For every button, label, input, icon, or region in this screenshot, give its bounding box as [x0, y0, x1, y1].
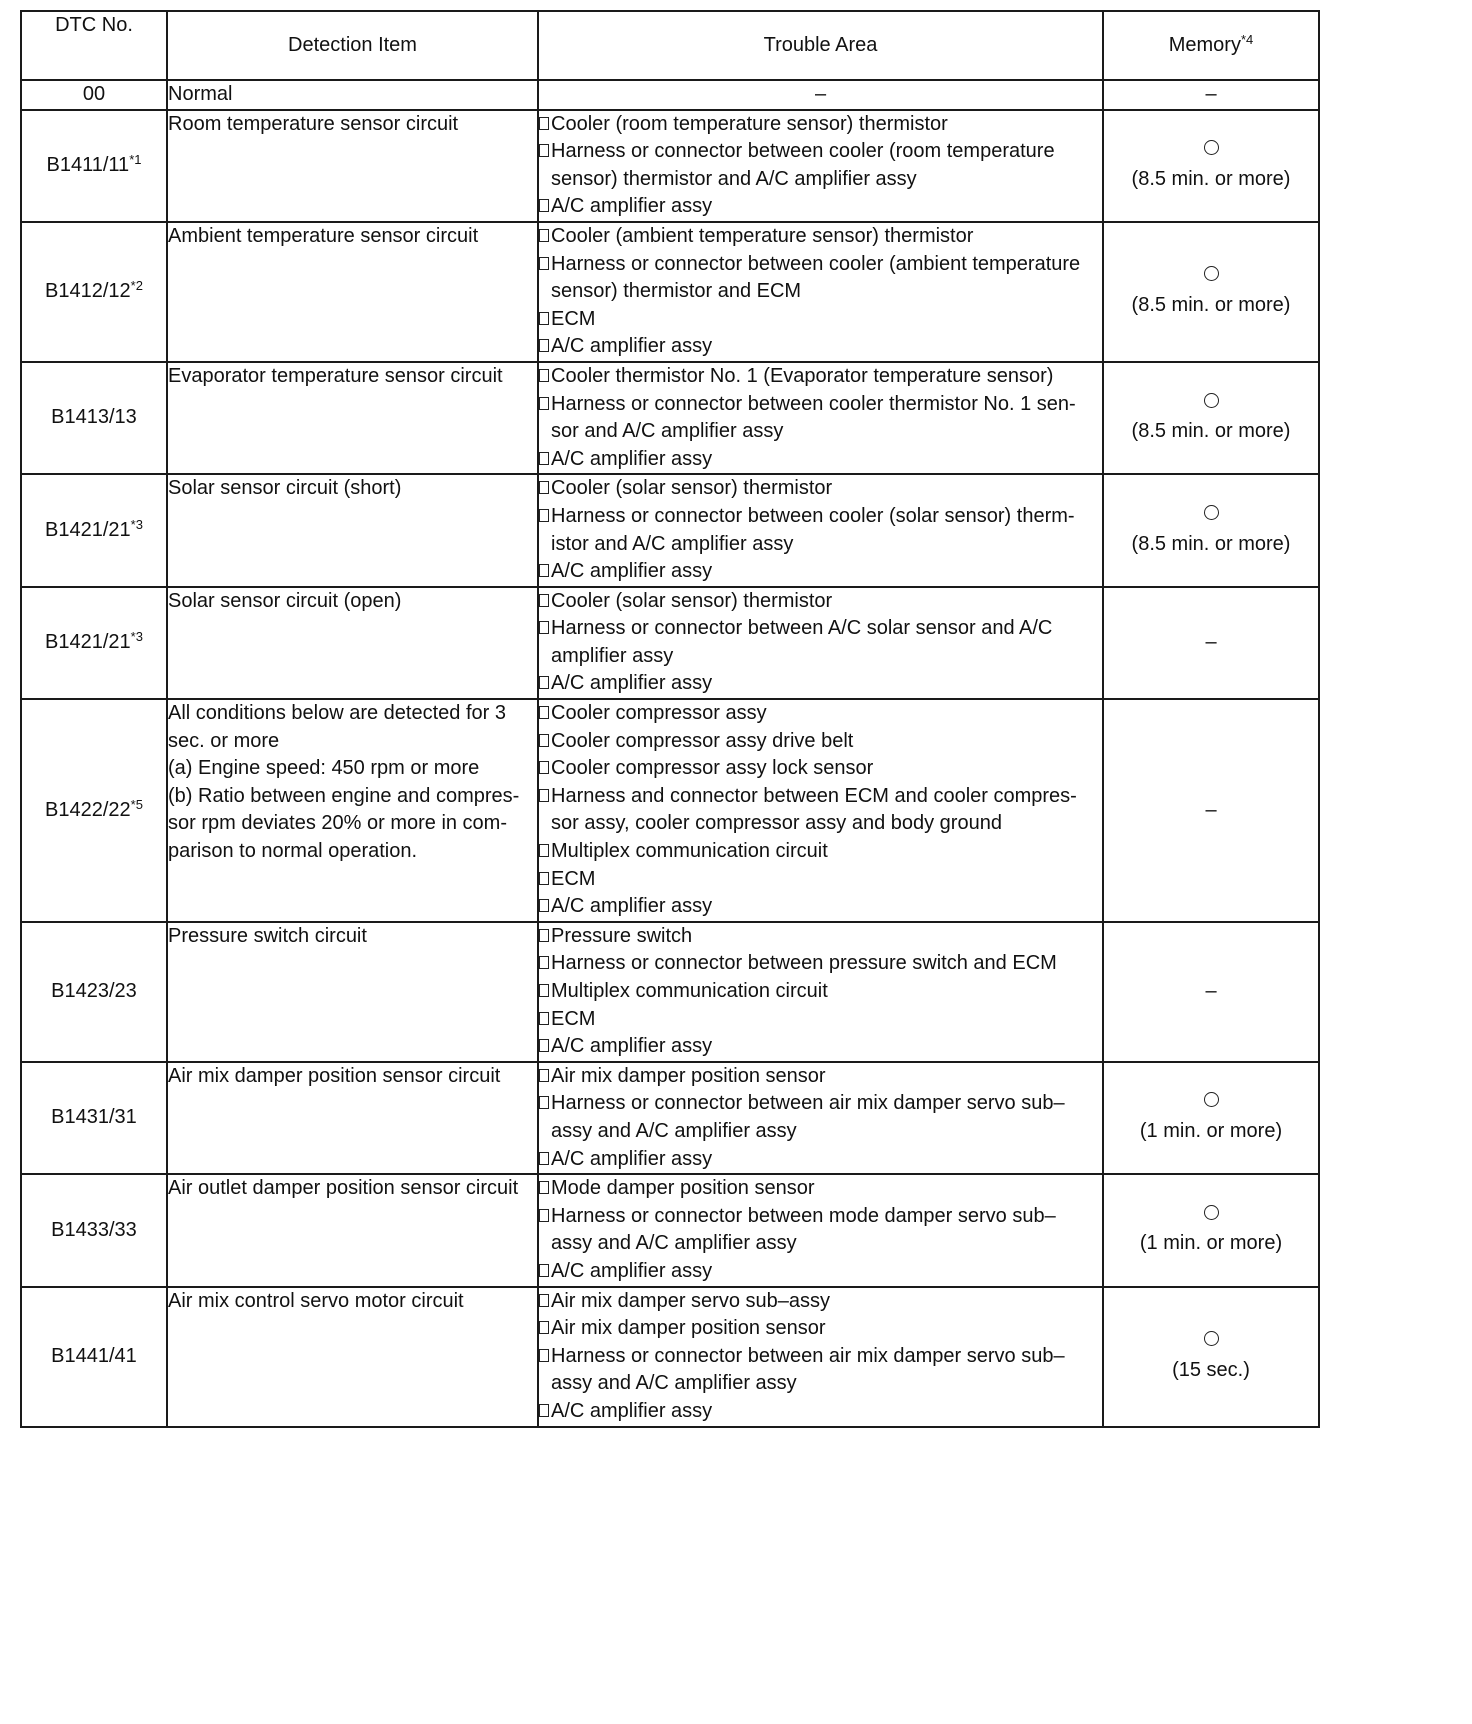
trouble-item — [539, 670, 1102, 698]
trouble-item — [539, 223, 1102, 251]
dtc-footnote: *2 — [130, 278, 143, 294]
memory-cell — [1103, 1174, 1319, 1286]
detection-line: Air mix control servo motor circuit — [168, 1289, 464, 1312]
checkbox-icon — [539, 872, 549, 885]
trouble-item — [539, 978, 1102, 1006]
trouble-line: Harness or connector between A/C solar sensor and A/C — [551, 617, 1053, 640]
memory-cell — [1103, 587, 1319, 699]
checkbox-icon — [539, 844, 549, 857]
trouble-item — [539, 866, 1102, 894]
memory-circle-icon — [1204, 1331, 1219, 1346]
dtc-code-cell — [21, 922, 167, 1062]
checkbox-icon — [539, 1152, 549, 1165]
trouble-line: A/C amplifier assy — [551, 895, 713, 918]
trouble-item — [539, 1258, 1102, 1286]
trouble-item — [539, 111, 1102, 139]
dtc-code: B1421/21 — [45, 518, 131, 541]
checkbox-icon — [539, 1012, 549, 1025]
table-header-row — [21, 11, 1319, 80]
memory-block — [1140, 1090, 1282, 1145]
detection-item-cell — [167, 474, 538, 586]
checkbox-icon — [539, 257, 549, 270]
checkbox-icon — [539, 1039, 549, 1052]
checkbox-icon — [539, 594, 549, 607]
checkbox-icon — [539, 509, 549, 522]
trouble-area-cell — [538, 1062, 1103, 1174]
trouble-line: A/C amplifier assy — [551, 335, 713, 358]
detection-line: Ambient temperature sensor circuit — [168, 224, 479, 247]
memory-cell — [1103, 1287, 1319, 1427]
checkbox-icon — [539, 1069, 549, 1082]
memory-block — [1205, 978, 1216, 1006]
checkbox-icon — [539, 144, 549, 157]
memory-block — [1205, 797, 1216, 825]
trouble-line: A/C amplifier assy — [551, 1399, 713, 1422]
trouble-item — [539, 251, 1102, 306]
trouble-item — [539, 391, 1102, 446]
trouble-area-cell — [538, 222, 1103, 362]
memory-text: (8.5 min. or more) — [1131, 532, 1291, 555]
trouble-item — [539, 475, 1102, 503]
checkbox-icon — [539, 1294, 549, 1307]
detection-item-cell — [167, 1174, 538, 1286]
detection-line: Solar sensor circuit (open) — [168, 589, 402, 612]
trouble-line: Harness or connector between cooler (room temperature — [551, 140, 1055, 163]
checkbox-icon — [539, 369, 549, 382]
trouble-item — [539, 503, 1102, 558]
dtc-footnote: *5 — [130, 796, 143, 812]
table-body — [21, 80, 1319, 1427]
trouble-item — [539, 306, 1102, 334]
trouble-item — [539, 1033, 1102, 1061]
trouble-item — [539, 138, 1102, 193]
checkbox-icon — [539, 621, 549, 634]
trouble-item — [539, 838, 1102, 866]
memory-text: – — [1205, 83, 1217, 105]
detection-item-cell — [167, 110, 538, 222]
trouble-area-cell — [538, 1287, 1103, 1427]
checkbox-icon — [539, 676, 549, 689]
detection-line: (a) Engine speed: 450 rpm or more — [168, 757, 480, 780]
detection-item-cell — [167, 1062, 538, 1174]
checkbox-icon — [539, 789, 549, 802]
memory-cell — [1103, 474, 1319, 586]
checkbox-icon — [539, 312, 549, 325]
trouble-line: Cooler (ambient temperature sensor) thermistor — [551, 224, 974, 247]
trouble-line: A/C amplifier assy — [551, 560, 713, 583]
trouble-line: Cooler (solar sensor) thermistor — [551, 477, 833, 500]
table-row — [21, 922, 1319, 1062]
checkbox-icon — [539, 117, 549, 130]
trouble-line: Mode damper position sensor — [551, 1177, 815, 1200]
trouble-line: Harness or connector between pressure switch and ECM — [551, 952, 1057, 975]
trouble-item — [539, 1063, 1102, 1091]
detection-item-cell — [167, 587, 538, 699]
memory-block — [1205, 81, 1216, 109]
trouble-item — [539, 333, 1102, 361]
trouble-item — [539, 783, 1102, 838]
detection-line: sec. or more — [168, 729, 280, 752]
memory-text: (15 sec.) — [1172, 1358, 1250, 1381]
detection-line: All conditions below are detected for 3 — [168, 702, 506, 725]
trouble-area-cell — [538, 362, 1103, 474]
trouble-area-cell — [538, 80, 1103, 110]
trouble-line: Air mix damper position sensor — [551, 1064, 826, 1087]
checkbox-icon — [539, 1264, 549, 1277]
trouble-item — [539, 893, 1102, 921]
table-row — [21, 587, 1319, 699]
trouble-line: Harness or connector between mode damper servo sub– — [551, 1204, 1056, 1227]
memory-circle-icon — [1204, 266, 1219, 281]
memory-text: (8.5 min. or more) — [1131, 167, 1291, 190]
header-memory-note: *4 — [1240, 31, 1254, 47]
dtc-code-cell — [21, 80, 167, 110]
table-row — [21, 362, 1319, 474]
trouble-area-cell — [538, 474, 1103, 586]
trouble-line: ECM — [551, 867, 596, 890]
trouble-line: A/C amplifier assy — [551, 672, 713, 695]
memory-block — [1205, 629, 1216, 657]
dtc-code: 00 — [82, 83, 106, 105]
header-memory — [1103, 11, 1319, 80]
dtc-code-cell — [21, 110, 167, 222]
trouble-line: Harness or connector between air mix damper servo sub– — [551, 1092, 1065, 1115]
trouble-line: Harness or connector between cooler (solar sensor) therm- — [551, 504, 1075, 527]
trouble-line: A/C amplifier assy — [551, 447, 713, 470]
trouble-line: assy and A/C amplifier assy — [551, 1232, 797, 1255]
checkbox-icon — [539, 1321, 549, 1334]
memory-text: – — [1205, 798, 1217, 821]
trouble-item — [539, 1203, 1102, 1258]
dtc-code-cell — [21, 699, 167, 922]
table-row — [21, 222, 1319, 362]
detection-line: Room temperature sensor circuit — [168, 112, 459, 135]
table-row — [21, 699, 1319, 922]
trouble-item — [539, 950, 1102, 978]
memory-cell — [1103, 110, 1319, 222]
trouble-item — [539, 1288, 1102, 1316]
trouble-line: ECM — [551, 307, 596, 330]
trouble-item — [539, 588, 1102, 616]
checkbox-icon — [539, 339, 549, 352]
trouble-item — [539, 755, 1102, 783]
dtc-code: B1413/13 — [51, 406, 137, 429]
checkbox-icon — [539, 984, 549, 997]
trouble-line: Harness or connector between cooler thermistor No. 1 sen- — [551, 392, 1076, 415]
dtc-code-cell — [21, 1174, 167, 1286]
trouble-line: Cooler thermistor No. 1 (Evaporator temperature sensor) — [551, 364, 1054, 387]
checkbox-icon — [539, 397, 549, 410]
checkbox-icon — [539, 1181, 549, 1194]
trouble-area-cell — [538, 1174, 1103, 1286]
trouble-line: amplifier assy — [551, 644, 674, 667]
dtc-code: B1433/33 — [51, 1218, 137, 1241]
memory-circle-icon — [1204, 140, 1219, 155]
memory-block — [1132, 138, 1291, 193]
detection-item-cell — [167, 222, 538, 362]
checkbox-icon — [539, 199, 549, 212]
checkbox-icon — [539, 929, 549, 942]
detection-line: sor rpm deviates 20% or more in com- — [168, 812, 508, 835]
memory-block — [1132, 503, 1291, 558]
dtc-code: B1423/23 — [51, 980, 137, 1002]
checkbox-icon — [539, 229, 549, 242]
detection-item-cell — [167, 699, 538, 922]
memory-cell — [1103, 699, 1319, 922]
detection-line: Air outlet damper position sensor circuit — [168, 1177, 519, 1200]
dtc-code-cell — [21, 362, 167, 474]
header-memory-label: Memory — [1168, 33, 1241, 56]
table-row — [21, 110, 1319, 222]
memory-text: (8.5 min. or more) — [1131, 293, 1291, 316]
dtc-code: B1421/21 — [45, 631, 131, 654]
trouble-area-cell — [538, 587, 1103, 699]
trouble-line: A/C amplifier assy — [551, 195, 713, 218]
dtc-code: B1422/22 — [45, 798, 131, 821]
detection-line: Solar sensor circuit (short) — [168, 477, 402, 500]
trouble-line: Harness or connector between air mix damper servo sub– — [551, 1344, 1065, 1367]
memory-block — [1132, 264, 1291, 319]
checkbox-icon — [539, 1349, 549, 1362]
memory-cell — [1103, 80, 1319, 110]
table-row — [21, 1062, 1319, 1174]
trouble-line: Multiplex communication circuit — [551, 840, 828, 863]
trouble-line: Cooler compressor assy — [551, 702, 767, 725]
trouble-line: Pressure switch — [551, 924, 693, 947]
memory-text: – — [1205, 980, 1217, 1002]
trouble-line: assy and A/C amplifier assy — [551, 1119, 797, 1142]
memory-text: (1 min. or more) — [1139, 1232, 1283, 1255]
trouble-item — [539, 446, 1102, 474]
trouble-item — [539, 1398, 1102, 1426]
trouble-item — [539, 923, 1102, 951]
detection-line: Pressure switch circuit — [168, 924, 367, 947]
checkbox-icon — [539, 481, 549, 494]
trouble-item — [539, 728, 1102, 756]
memory-circle-icon — [1204, 1205, 1219, 1220]
table-row — [21, 474, 1319, 586]
detection-item-cell — [167, 362, 538, 474]
table-row — [21, 1287, 1319, 1427]
dtc-footnote: *1 — [129, 151, 142, 167]
dtc-table — [20, 10, 1320, 1428]
trouble-line: Multiplex communication circuit — [551, 980, 828, 1002]
memory-cell — [1103, 922, 1319, 1062]
trouble-line: Cooler (solar sensor) thermistor — [551, 589, 833, 612]
trouble-line: ECM — [551, 1007, 596, 1030]
memory-cell — [1103, 362, 1319, 474]
checkbox-icon — [539, 1209, 549, 1222]
trouble-item — [539, 193, 1102, 221]
table-row — [21, 1174, 1319, 1286]
trouble-line: Cooler compressor assy drive belt — [551, 729, 854, 752]
memory-block — [1172, 1329, 1250, 1384]
header-detection-item: Detection Item — [167, 11, 538, 80]
memory-text: (8.5 min. or more) — [1131, 420, 1291, 443]
detection-line: Normal — [168, 83, 233, 105]
dtc-code: B1411/11 — [46, 153, 130, 176]
trouble-line: Air mix damper position sensor — [551, 1317, 826, 1340]
memory-cell — [1103, 222, 1319, 362]
detection-line: parison to normal operation. — [168, 840, 418, 863]
checkbox-icon — [539, 956, 549, 969]
trouble-line: sor and A/C amplifier assy — [551, 420, 784, 443]
trouble-item — [539, 363, 1102, 391]
checkbox-icon — [539, 761, 549, 774]
trouble-item — [539, 1090, 1102, 1145]
trouble-area-cell — [538, 110, 1103, 222]
checkbox-icon — [539, 1404, 549, 1417]
memory-circle-icon — [1204, 1092, 1219, 1107]
trouble-line: A/C amplifier assy — [551, 1259, 713, 1282]
trouble-line: istor and A/C amplifier assy — [551, 532, 794, 555]
trouble-line: sor assy, cooler compressor assy and body ground — [551, 812, 1002, 835]
detection-item-cell — [167, 80, 538, 110]
dtc-code-cell — [21, 222, 167, 362]
header-trouble-area: Trouble Area — [538, 11, 1103, 80]
memory-text: – — [1205, 631, 1217, 654]
checkbox-icon — [539, 452, 549, 465]
trouble-line: assy and A/C amplifier assy — [551, 1372, 797, 1395]
trouble-item — [539, 615, 1102, 670]
dtc-code: B1441/41 — [51, 1344, 137, 1367]
detection-item-cell — [167, 1287, 538, 1427]
trouble-item — [539, 558, 1102, 586]
dtc-footnote: *3 — [130, 516, 143, 532]
dtc-code-cell — [21, 474, 167, 586]
dtc-footnote: *3 — [130, 629, 143, 645]
memory-block — [1132, 391, 1291, 446]
detection-line: Evaporator temperature sensor circuit — [168, 364, 503, 387]
checkbox-icon — [539, 1096, 549, 1109]
trouble-item — [539, 1315, 1102, 1343]
dtc-code: B1412/12 — [45, 280, 131, 303]
table-row — [21, 80, 1319, 110]
dtc-code: B1431/31 — [51, 1106, 137, 1129]
detection-line: Air mix damper position sensor circuit — [168, 1064, 501, 1087]
checkbox-icon — [539, 706, 549, 719]
memory-text: (1 min. or more) — [1139, 1119, 1283, 1142]
trouble-line: sensor) thermistor and ECM — [551, 280, 802, 303]
trouble-area-cell — [538, 699, 1103, 922]
dtc-table-container — [20, 10, 1318, 1428]
trouble-item — [539, 700, 1102, 728]
trouble-item — [539, 1006, 1102, 1034]
checkbox-icon — [539, 734, 549, 747]
trouble-area-text: – — [814, 83, 827, 105]
memory-circle-icon — [1204, 505, 1219, 520]
trouble-item — [539, 1343, 1102, 1398]
trouble-line: A/C amplifier assy — [551, 1147, 713, 1170]
dtc-code-cell — [21, 587, 167, 699]
memory-cell — [1103, 1062, 1319, 1174]
trouble-line: Air mix damper servo sub–assy — [551, 1289, 830, 1312]
trouble-line: A/C amplifier assy — [551, 1035, 713, 1058]
dtc-code-cell — [21, 1062, 167, 1174]
memory-circle-icon — [1204, 393, 1219, 408]
header-dtc-no: DTC No. — [21, 11, 167, 80]
detection-line: (b) Ratio between engine and compres- — [168, 784, 520, 807]
checkbox-icon — [539, 899, 549, 912]
trouble-line: Harness or connector between cooler (ambient temperature — [551, 252, 1081, 275]
memory-block — [1140, 1203, 1282, 1258]
trouble-item — [539, 1175, 1102, 1203]
trouble-line: Cooler compressor assy lock sensor — [551, 757, 874, 780]
trouble-line: sensor) thermistor and A/C amplifier assy — [551, 167, 917, 190]
trouble-line: Harness and connector between ECM and cooler compres- — [551, 784, 1077, 807]
checkbox-icon — [539, 564, 549, 577]
trouble-item — [539, 1146, 1102, 1174]
dtc-code-cell — [21, 1287, 167, 1427]
trouble-line: Cooler (room temperature sensor) thermistor — [551, 112, 948, 135]
detection-item-cell — [167, 922, 538, 1062]
trouble-area-cell — [538, 922, 1103, 1062]
